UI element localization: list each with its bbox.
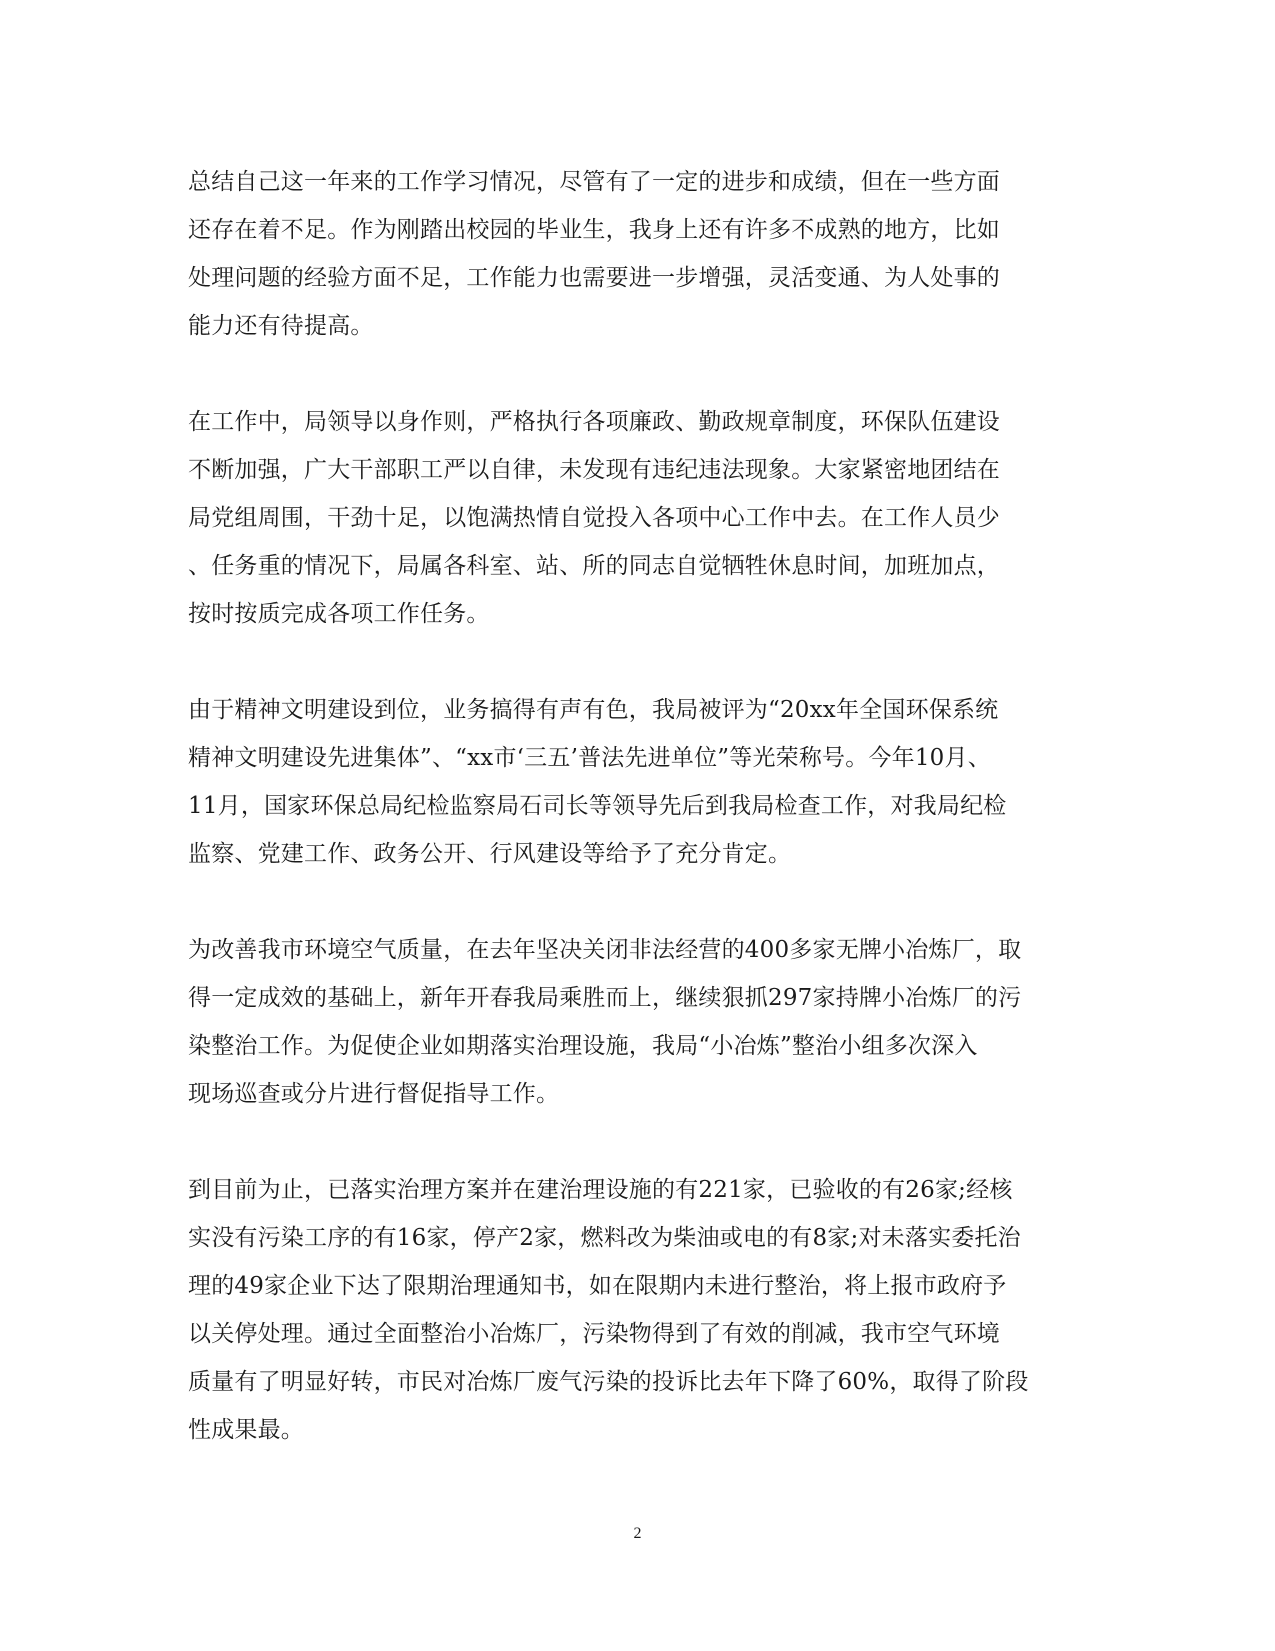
text-line: 局党组周围，干劲十足，以饱满热情自觉投入各项中心工作中去。在工作人员少 [188, 505, 1000, 531]
text-line: 总结自己这一年来的工作学习情况，尽管有了一定的进步和成绩，但在一些方面 [188, 169, 1000, 195]
text-line: 不断加强，广大干部职工严以自律，未发现有违纪违法现象。大家紧密地团结在 [188, 457, 1000, 483]
text-line: 染整治工作。为促使企业如期落实治理设施，我局“小冶炼”整治小组多次深入 [188, 1033, 978, 1059]
text-line: 还存在着不足。作为刚踏出校园的毕业生，我身上还有许多不成熟的地方，比如 [188, 217, 1000, 243]
text-line: 精神文明建设先进集体”、“xx市‘三五’普法先进单位”等光荣称号。今年10月、 [188, 745, 991, 771]
text-line: 、任务重的情况下，局属各科室、站、所的同志自觉牺牲休息时间，加班加点， [188, 553, 1000, 579]
text-line: 为改善我市环境空气质量，在去年坚决关闭非法经营的400多家无牌小冶炼厂，取 [188, 937, 1022, 963]
text-line: 按时按质完成各项工作任务。 [188, 601, 490, 627]
text-line: 由于精神文明建设到位，业务搞得有声有色，我局被评为“20xx年全国环保系统 [188, 697, 999, 723]
text-line: 实没有污染工序的有16家，停产2家，燃料改为柴油或电的有8家;对未落实委托治 [188, 1225, 1021, 1251]
document-body [188, 158, 1078, 1502]
text-line: 得一定成效的基础上，新年开春我局乘胜而上，继续狠抓297家持牌小冶炼厂的污 [188, 985, 1022, 1011]
text-line: 以关停处理。通过全面整治小冶炼厂，污染物得到了有效的削减，我市空气环境 [188, 1321, 1000, 1347]
text-line: 理的49家企业下达了限期治理通知书，如在限期内未进行整治，将上报市政府予 [188, 1273, 1007, 1299]
paragraph-5 [188, 1166, 1078, 1454]
text-line: 能力还有待提高。 [188, 313, 374, 339]
text-line: 在工作中，局领导以身作则，严格执行各项廉政、勤政规章制度，环保队伍建设 [188, 409, 1000, 435]
text-line: 性成果最。 [188, 1417, 304, 1443]
text-line: 11月，国家环保总局纪检监察局石司长等领导先后到我局检查工作，对我局纪检 [188, 793, 1007, 819]
text-line: 质量有了明显好转，市民对冶炼厂废气污染的投诉比去年下降了60%，取得了阶段 [188, 1369, 1029, 1395]
page-number: 2 [633, 1525, 642, 1542]
paragraph-3 [188, 686, 1078, 878]
text-line: 现场巡查或分片进行督促指导工作。 [188, 1081, 560, 1107]
text-line: 到目前为止，已落实治理方案并在建治理设施的有221家，已验收的有26家;经核 [188, 1177, 1013, 1203]
paragraph-4 [188, 926, 1078, 1118]
text-line: 监察、党建工作、政务公开、行风建设等给予了充分肯定。 [188, 841, 792, 867]
paragraph-2 [188, 398, 1078, 638]
text-line: 处理问题的经验方面不足，工作能力也需要进一步增强，灵活变通、为人处事的 [188, 265, 1000, 291]
paragraph-1 [188, 158, 1078, 350]
